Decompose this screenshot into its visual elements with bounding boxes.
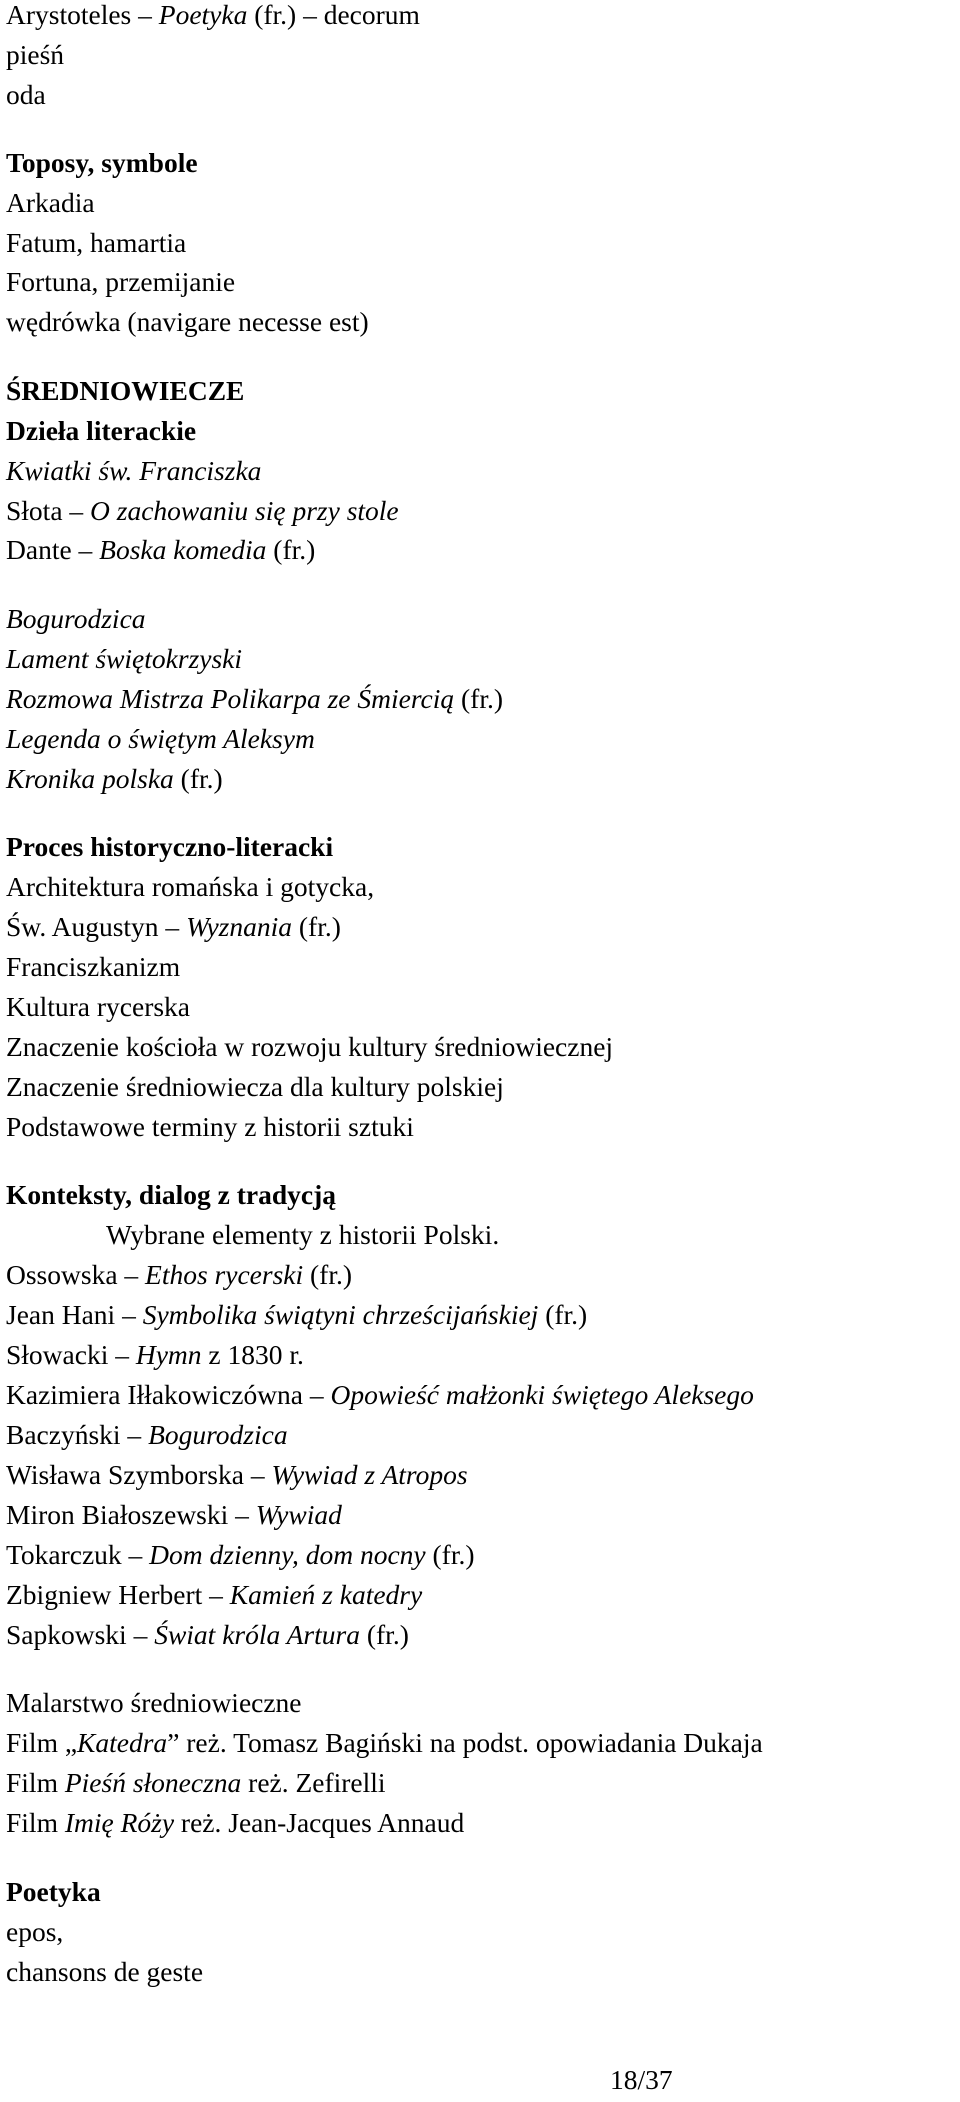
italic-title-text: Ethos rycerski [145,1259,304,1290]
text-line [6,1455,468,1495]
line-text: Słota – [6,495,91,526]
text-line [6,1335,304,1375]
line-text: pieśń [6,39,65,70]
line-text: (fr.) [266,534,316,565]
text-line [6,223,186,263]
line-text: Dante – [6,534,100,565]
text-line [6,867,374,907]
text-line [6,1723,763,1763]
text-line [6,1295,587,1335]
text-line [6,679,503,719]
text-line [6,1495,342,1535]
line-text: Znaczenie średniowiecza dla kultury polskiej [6,1071,504,1102]
text-line [6,1763,386,1803]
text-line [6,530,315,570]
line-text: oda [6,79,46,110]
text-line [6,1615,409,1655]
line-text: Kultura rycerska [6,991,191,1022]
line-text: Franciszkanizm [6,951,181,982]
line-text: (fr.) [359,1619,409,1650]
italic-title-text: Bogurodzica [148,1419,288,1450]
text-line [6,759,223,799]
line-text: reż. Jean-Jacques Annaud [174,1807,465,1838]
line-text: reż. Zefirelli [241,1767,386,1798]
line-text: Arkadia [6,187,95,218]
line-text: Proces historyczno-literacki [6,831,334,862]
line-text: Znaczenie kościoła w rozwoju kultury średniowiecznej [6,1031,614,1062]
line-text: z 1830 r. [201,1339,304,1370]
line-text: Podstawowe terminy z historii sztuki [6,1111,414,1142]
text-line [6,1575,422,1615]
text-line [6,639,242,679]
text-line [6,183,95,223]
text-line [6,719,315,759]
text-line [6,1952,203,1992]
text-line [6,1067,504,1107]
text-line [6,907,341,947]
text-line [6,491,399,531]
text-line [6,1027,613,1067]
text-line [6,1683,302,1723]
section-heading [6,1872,101,1912]
section-heading [6,1175,336,1215]
text-line [6,302,369,342]
section-heading [6,411,196,451]
text-line [6,947,180,987]
text-line [6,1803,464,1843]
line-text: (fr.) [538,1299,588,1330]
line-text: Słowacki – [6,1339,136,1370]
text-line [6,35,64,75]
section-heading [6,371,244,411]
text-line [6,1535,475,1575]
italic-title-text: Imię Róży [64,1807,175,1838]
italic-title-text: Wywiad z Atropos [271,1459,468,1490]
italic-title-text: Rozmowa Mistrza Polikarpa ze Śmiercią [6,683,455,714]
line-text: Sapkowski – [6,1619,155,1650]
line-text: Dzieła literackie [6,415,197,446]
line-text: (fr.) [303,1259,352,1290]
italic-title-text: Dom dzienny, dom nocny [149,1539,426,1570]
italic-title-text: Poetyka [158,0,248,30]
text-line [6,1107,414,1147]
italic-title-text: Opowieść małżonki świętego Aleksego [330,1379,754,1410]
italic-title-text: Świat króla Artura [154,1619,360,1650]
text-line [6,1255,352,1295]
line-text: (fr.) [454,683,503,714]
italic-title-text: Katedra [77,1727,168,1758]
section-heading [6,143,198,183]
line-text: Film [6,1807,65,1838]
line-text: Konteksty, dialog z tradycją [6,1179,336,1210]
italic-title-text: Pieśń słoneczna [64,1767,242,1798]
line-text: Architektura romańska i gotycka, [6,871,375,902]
text-line [6,262,235,302]
line-text: Baczyński – [6,1419,149,1450]
line-text: ŚREDNIOWIECZE [6,375,245,406]
line-text: Miron Białoszewski – [6,1499,256,1530]
italic-title-text: O zachowaniu się przy stole [90,495,399,526]
line-text: Tokarczuk – [6,1539,150,1570]
text-line [6,599,146,639]
italic-title-text: Wyznania [186,911,292,942]
line-text: ” reż. Tomasz Bagiński na podst. opowiadania Dukaja [167,1727,763,1758]
italic-title-text: Kamień z katedry [229,1579,423,1610]
line-text: chansons de geste [6,1956,204,1987]
line-text: Wisława Szymborska – [6,1459,272,1490]
text-line [6,0,420,35]
line-text: Ossowska – [6,1259,146,1290]
text-line [6,451,261,491]
line-text: Zbigniew Herbert – [6,1579,230,1610]
line-text: (fr.) [173,763,223,794]
line-text: Kazimiera Iłłakowiczówna – [6,1379,331,1410]
page-number: 18/37 [610,2064,673,2095]
line-text: Film [6,1767,65,1798]
text-line [6,1375,754,1415]
line-text: Film „ [6,1727,78,1758]
line-text: Toposy, symbole [6,147,198,178]
text-line [6,75,46,115]
italic-title-text: Hymn [135,1339,202,1370]
line-text: (fr.) – decorum [247,0,420,30]
line-text: epos, [6,1916,64,1947]
italic-title-text: Lament świętokrzyski [6,643,243,674]
line-text: Arystoteles – [6,0,159,30]
italic-title-text: Bogurodzica [6,603,146,634]
line-text: (fr.) [292,911,341,942]
line-text: Fortuna, przemijanie [6,266,236,297]
line-text: (fr.) [425,1539,475,1570]
line-text: Jean Hani – [6,1299,143,1330]
italic-title-text: Boska komedia [99,534,267,565]
line-text: Malarstwo średniowieczne [6,1687,302,1718]
italic-title-text: Wywiad [255,1499,342,1530]
section-heading [6,827,333,867]
italic-title-text: Kwiatki św. Franciszka [6,455,262,486]
text-line [6,1415,288,1455]
italic-title-text: Kronika polska [6,763,174,794]
italic-title-text: Symbolika świątyni chrześcijańskiej [142,1299,539,1330]
text-line [6,1912,63,1952]
line-text: Św. Augustyn – [6,911,187,942]
text-line [6,987,190,1027]
italic-title-text: Legenda o świętym Aleksym [6,723,315,754]
line-text: Wybrane elementy z historii Polski. [106,1219,500,1250]
line-text: Poetyka [6,1876,101,1907]
text-line [6,1215,499,1255]
line-text: wędrówka (navigare necesse est) [6,306,369,337]
line-text: Fatum, hamartia [6,227,187,258]
